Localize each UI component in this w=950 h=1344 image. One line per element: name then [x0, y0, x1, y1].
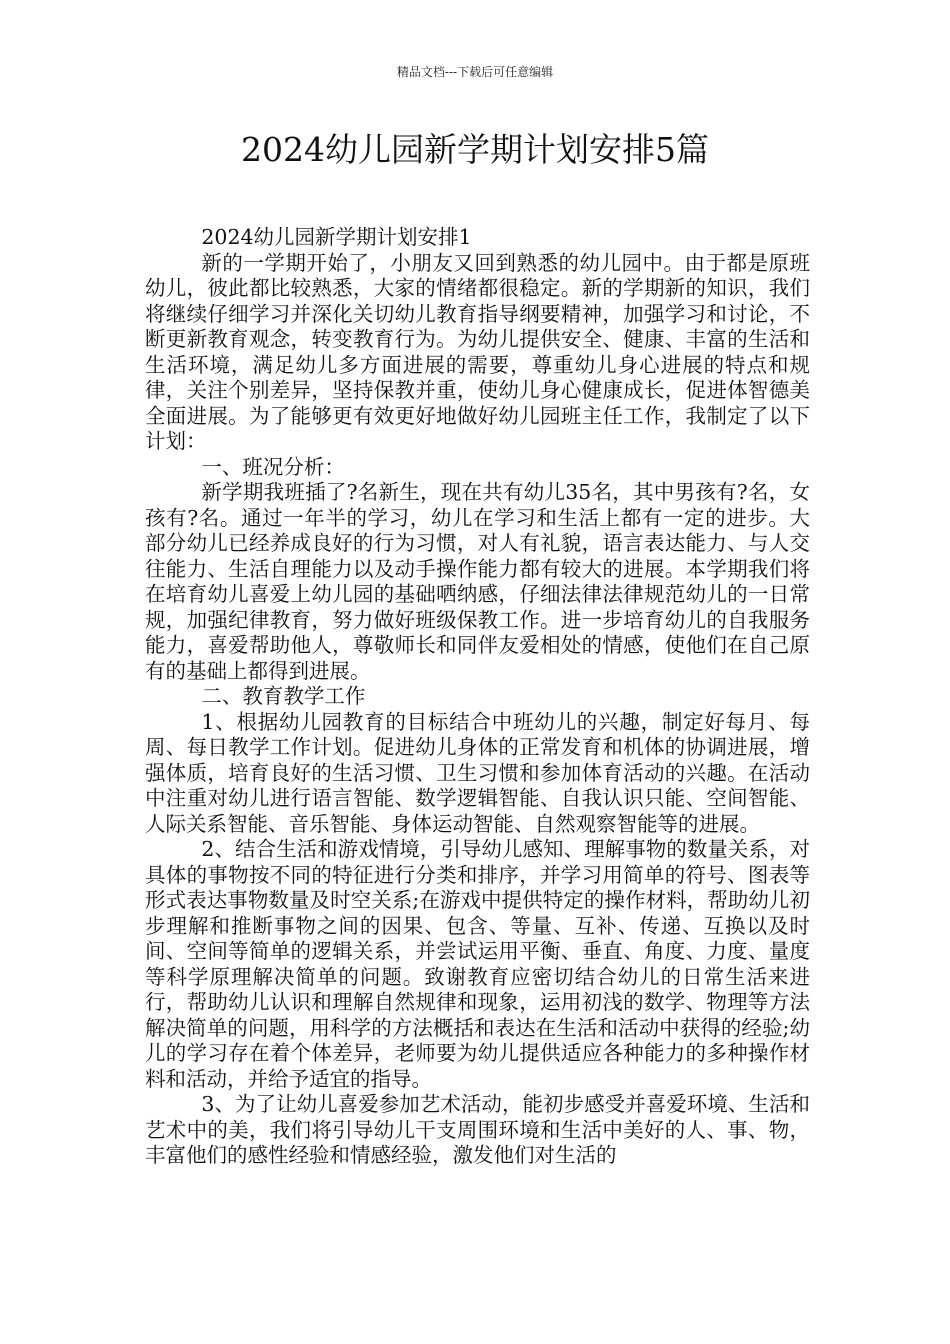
document-body [145, 225, 810, 1169]
header-note: 精品文档---下载后可任意编辑 [396, 65, 554, 79]
body-paragraph: 3、为了让幼儿喜爱参加艺术活动，能初步感受并喜爱环境、生活和艺术中的美，我们将引导幼儿干支周围环境和生活中美好的人、事、物，丰富他们的感性经验和情感经验，激发他们对生活的 [145, 1092, 810, 1167]
body-paragraph: 新的一学期开始了，小朋友又回到熟悉的幼儿园中。由于都是原班幼儿，彼此都比较熟悉，大家的情绪都很稳定。新的学期新的知识，我们将继续仔细学习并深化关切幼儿教育指导纲要精神，加强学习和讨论，不断更新教育观念，转变教育行为。为幼儿提供安全、健康、丰富的生活和生活环境，满足幼儿多方面进展的需要，尊重幼儿身心进展的特点和规律，关注个别差异，坚持保教并重，使幼儿身心健康成长，促进体智德美全面进展。为了能够更有效更好地做好幼儿园班主任工作，我制定了以下计划： [145, 250, 810, 453]
section-heading: 二、教育教学工作 [201, 684, 366, 708]
body-paragraph: 新学期我班插了?名新生，现在共有幼儿35名，其中男孩有?名，女孩有?名。通过一年半的学习，幼儿在学习和生活上都有一定的进步。大部分幼儿已经养成良好的行为习惯，对人有礼貌，语言表达能力、与人交往能力、生活自理能力以及动手操作能力都有较大的进展。本学期我们将在培育幼儿喜爱上幼儿园的基础哂纳感，仔细法律法律规范幼儿的一日常规，加强纪律教育，努力做好班级保教工作。进一步培育幼儿的自我服务能力，喜爱帮助他人，尊敬师长和同伴友爱相处的情感，使他们在自己原有的基础上都得到进展。 [145, 480, 810, 683]
section-heading: 2024幼儿园新学期计划安排1 [201, 225, 472, 249]
document-title: 2024幼儿园新学期计划安排5篇 [241, 130, 709, 169]
body-paragraph: 1、根据幼儿园教育的目标结合中班幼儿的兴趣，制定好每月、每周、每日教学工作计划。促进幼儿身体的正常发育和机体的协调进展，增强体质，培育良好的生活习惯、卫生习惯和参加体育活动的兴趣。在活动中注重对幼儿进行语言智能、数学逻辑智能、自我认识只能、空间智能、人际关系智能、音乐智能、身体运动智能、自然观察智能等的进展。 [145, 709, 810, 836]
section-heading: 一、班况分析： [201, 454, 345, 479]
body-paragraph: 2、结合生活和游戏情境，引导幼儿感知、理解事物的数量关系，对具体的事物按不同的特征进行分类和排序，并学习用简单的符号、图表等形式表达事物数量及时空关系;在游戏中提供特定的操作材料，帮助幼儿初步理解和推断事物之间的因果、包含、等量、互补、传递、互换以及时间、空间等简单的逻辑关系，并尝试运用平衡、垂直、角度、力度、量度等科学原理解决简单的问题。致谢教育应密切结合幼儿的日常生活来进行，帮助幼儿认识和理解自然规律和现象，运用初浅的数学、物理等方法解决简单的问题，用科学的方法概括和表达在生活和活动中获得的经验;幼儿的学习存在着个体差异，老师要为幼儿提供适应各种能力的多种操作材料和活动，并给予适宜的指导。 [145, 837, 810, 1091]
